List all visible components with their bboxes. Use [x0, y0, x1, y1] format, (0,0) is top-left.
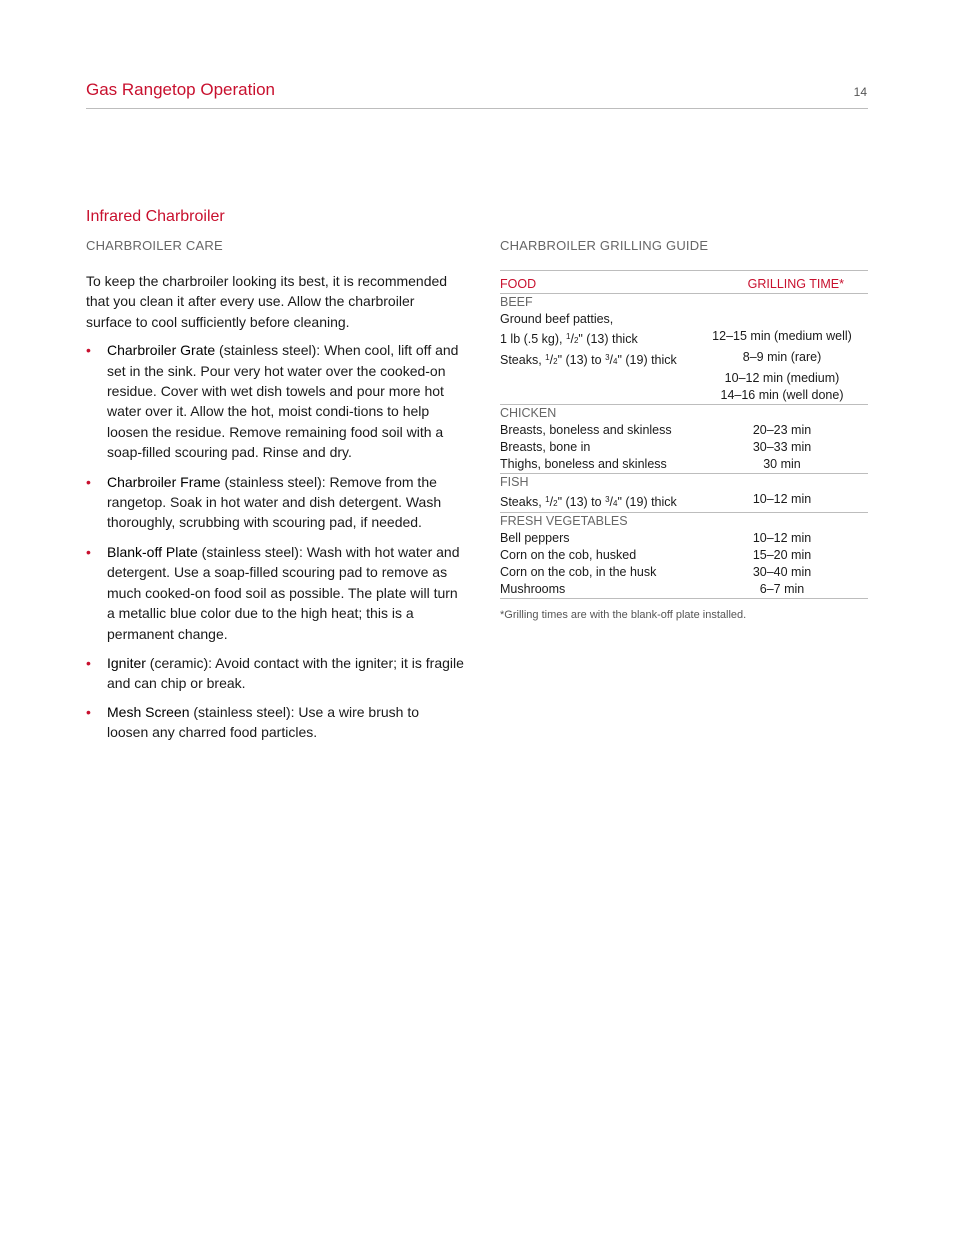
care-item-text: (ceramic): Avoid contact with the igniter; it is fragile and can chip or break. [107, 654, 464, 692]
grilling-guide-column [500, 238, 868, 621]
food-detail-text: 1 lb (.5 kg), [500, 332, 566, 346]
food-detail-text: " (13) to [557, 353, 606, 367]
fraction-denominator: 4 [613, 499, 618, 508]
bullet-icon: • [86, 342, 91, 359]
grilling-time: 15–20 min [752, 548, 812, 562]
care-item-text: (stainless steel): Remove from the rangetop. Soak in hot water and dish detergent. Wash thoroughly, scrubbing with scouring pad, if needed. [107, 473, 442, 531]
food-detail [500, 581, 696, 599]
table-row [500, 439, 868, 456]
food-detail: Steaks, $^1$/2" (13) to $^3$/4" (19) thick [500, 353, 677, 367]
table-row [500, 349, 868, 370]
bullet-icon: • [86, 654, 91, 671]
table-row [500, 491, 868, 513]
fraction-denominator: 2 [553, 499, 558, 508]
care-item-blank-off-plate [86, 542, 464, 644]
grilling-time: 20–23 min [752, 423, 812, 437]
grilling-time: 14–16 min (well done) [720, 388, 844, 402]
grilling-time: 10–12 min [752, 492, 812, 506]
food-detail [500, 422, 696, 439]
food-detail-text: husked [592, 548, 637, 562]
table-row [500, 370, 868, 387]
grilling-time: 30–40 min [752, 565, 812, 579]
column-header-time: GRILLING TIME* [747, 277, 844, 291]
care-item-term: Igniter [107, 654, 146, 671]
food-detail-text: in the husk [592, 565, 657, 579]
header-divider [86, 108, 868, 109]
care-item-term: Blank-off Plate [107, 543, 198, 560]
grilling-guide-table [500, 270, 868, 599]
fraction-numerator: 3 [605, 353, 610, 362]
care-intro: To keep the charbroiler looking its best, it is recommended that you clean it after every use. Allow the charbroiler surface to cool sufficiently before cleaning. [86, 273, 448, 330]
food-name: Steaks, [500, 353, 542, 367]
food-detail: 1 lb (.5 kg), $^1$/2" (13) thick [500, 332, 638, 346]
care-item-text: (stainless steel): Use a wire brush to loosen any charred food particles. [107, 703, 420, 741]
table-row [500, 422, 868, 439]
care-item-igniter [86, 653, 464, 694]
care-item-grate [86, 340, 464, 462]
fraction-numerator: 1 [566, 332, 571, 341]
food-detail [500, 564, 696, 581]
table-row [500, 311, 868, 328]
care-item-term: Charbroiler Grate [107, 342, 216, 359]
food-name: Ground beef patties, [500, 312, 614, 326]
care-item-text: (stainless steel): When cool, lift off and set in the sink. Pour very hot water over the cooked-on residue. Cover with wet dish towels and pour more hot water over it. Allow the hot, moist condi-tions to help loosen the residue. Remove remaining food soil with a soap-filled scouring pad. Rinse and dry. [107, 342, 459, 461]
fraction-numerator: 1 [545, 495, 550, 504]
food-detail: Steaks, $^1$/2" (13) to $^3$/4" (19) thick [500, 495, 677, 509]
food-detail-text: boneless and skinless [541, 457, 667, 471]
fraction-denominator: 4 [613, 357, 618, 366]
fraction-numerator: 3 [605, 495, 610, 504]
food-name: Corn on the cob, [500, 548, 593, 562]
guide-heading: CHARBROILER GRILLING GUIDE [500, 238, 709, 253]
table-bottom-rule [500, 599, 868, 600]
grilling-time: 30–33 min [752, 440, 812, 454]
table-header-row [500, 271, 868, 294]
food-detail [500, 530, 696, 547]
food-detail [500, 456, 696, 474]
grilling-time: 12–15 min (medium well) [712, 329, 852, 343]
food-detail-text: boneless and skinless [545, 423, 672, 437]
bullet-icon: • [86, 703, 91, 720]
table-row [500, 564, 868, 581]
table-row [500, 387, 868, 405]
food-name: Thighs, [500, 457, 541, 471]
care-item-frame [86, 472, 464, 533]
category-row-chicken [500, 405, 868, 423]
food-detail-text: " (19) thick [617, 495, 677, 509]
page-header-title: Gas Rangetop Operation [86, 80, 276, 99]
care-item-term: Charbroiler Frame [107, 473, 221, 490]
food-name: Bell peppers [500, 531, 570, 545]
grilling-time: 10–12 min (medium) [724, 371, 840, 385]
page-number: 14 [853, 85, 867, 99]
section-title: Infrared Charbroiler [86, 208, 225, 225]
category-label: CHICKEN [500, 406, 557, 420]
food-name: Breasts, [500, 440, 546, 454]
guide-footnote: *Grilling times are with the blank-off plate installed. [500, 609, 747, 621]
fraction-numerator: 1 [545, 353, 550, 362]
fraction-denominator: 2 [573, 336, 579, 345]
bullet-icon: • [86, 543, 91, 560]
food-detail [500, 547, 696, 564]
table-row [500, 581, 868, 599]
grilling-time: 30 min [763, 457, 801, 471]
care-list [86, 340, 464, 742]
grilling-time: 10–12 min [752, 531, 812, 545]
category-label: FISH [500, 475, 529, 489]
table-row [500, 530, 868, 547]
care-item-text: (stainless steel): Wash with hot water and detergent. Use a soap-filled scouring pad to remove as much cooked-on food soil as possible. The plate will turn a metallic blue color due to the high heat; this is a permanent change. [107, 543, 460, 642]
food-detail [500, 439, 696, 456]
charbroiler-care-column [86, 238, 464, 743]
fraction-denominator: 2 [553, 357, 558, 366]
category-row-vegetables [500, 513, 868, 531]
table-row [500, 456, 868, 474]
care-heading: CHARBROILER CARE [86, 238, 223, 253]
category-row-beef [500, 294, 868, 312]
category-label: BEEF [500, 295, 533, 309]
column-header-food: FOOD [500, 277, 537, 291]
table-row [500, 328, 868, 349]
food-detail-text: " (19) thick [617, 353, 677, 367]
care-item-term: Mesh Screen [107, 703, 190, 720]
food-detail-text: bone in [545, 440, 591, 454]
food-detail-text: " (13) thick [578, 332, 638, 346]
category-label: FRESH VEGETABLES [500, 514, 628, 528]
food-name: Breasts, [500, 423, 546, 437]
food-detail-text: " (13) to [557, 495, 606, 509]
category-row-fish [500, 474, 868, 492]
food-name: Corn on the cob, [500, 565, 593, 579]
bullet-icon: • [86, 473, 91, 490]
food-name: Mushrooms [500, 582, 566, 596]
care-item-mesh-screen [86, 702, 464, 743]
table-row [500, 547, 868, 564]
grilling-time: 6–7 min [759, 582, 805, 596]
grilling-time: 8–9 min (rare) [742, 350, 822, 364]
food-name: Steaks, [500, 495, 542, 509]
